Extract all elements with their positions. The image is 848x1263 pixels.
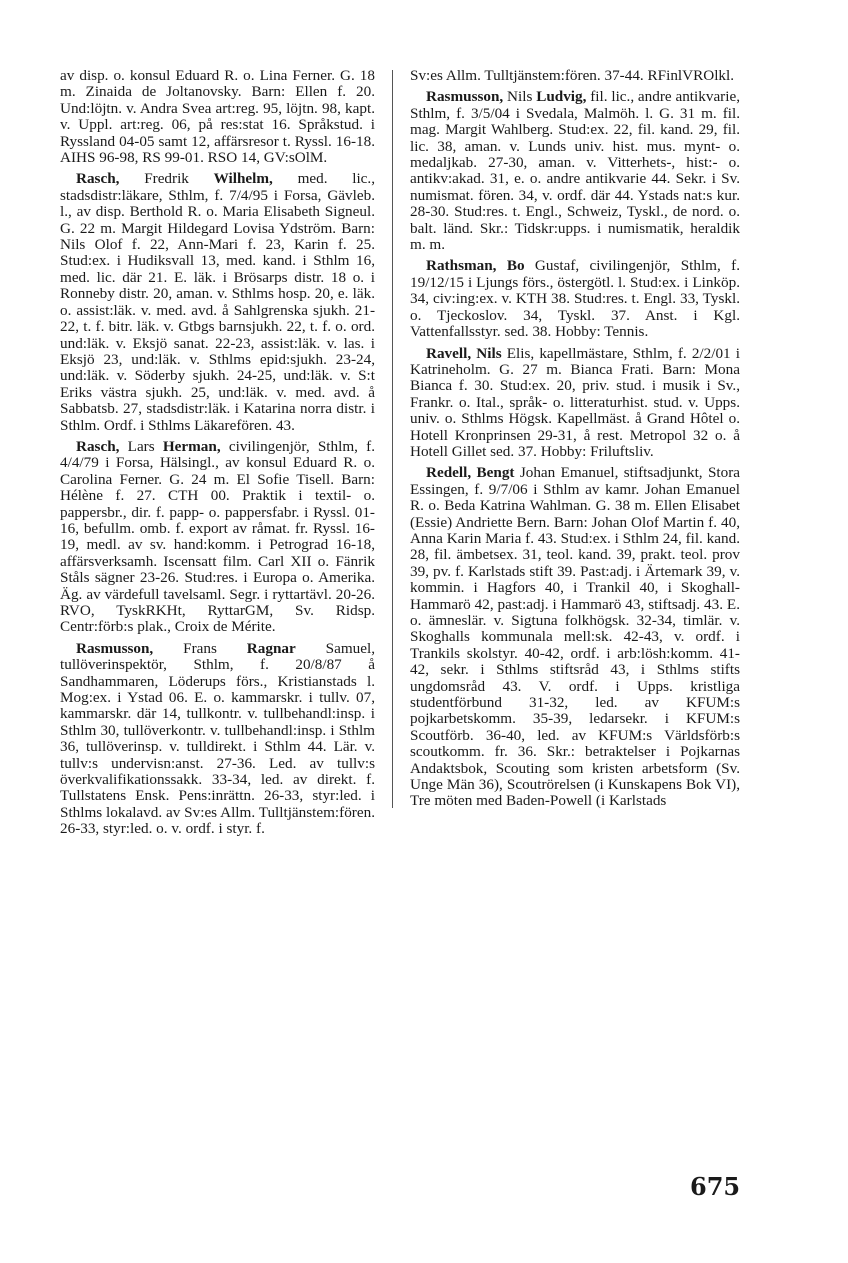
entry-body: Samuel, tullöverinspektör, Sthlm, f. 20/8/87 å Sandhammaren, Löderups förs., Kristianstads l. Mog:ex. i Ystad 06. E. o. kammarskr. i tullv. 07, kammarskr. där 14, tullkontr. v. tullbehandl:insp. i Sthlm 30, tullöverkontr. v. tullbehandl:insp. i Sthlm 36, tullöverinsp. v. tulldirekt. i Sthlm 44. Lär. v. tullv:s undervisn:anst. 27-36. Led. av tullv:s överkvalifikationssakk. 33-34, led. av direkt. f. Tullstatens Ensk. Pens:inrättn. 26-33, styr:led. i Sthlms lokalavd. av Sv:es Allm. Tulltjänstem:fören. 26-33, styr:led. o. v. ordf. i styr. f. bbox=[60, 639, 375, 838]
entry bbox=[60, 68, 375, 166]
entry-body: Gustaf, civilingenjör, Sthlm, f. 19/12/15 i Ljungs förs., östergötl. l. Stud:ex. i Linköp. 34, civ:ing:ex. v. KTH 38. Stud:res. t. Engl. 33, Tyskl. o. Tjeckoslov. 34, Tyskl. 37. Anst. i Kgl. Vattenfallsstyr. sed. 38. Hobby: Tennis. bbox=[410, 257, 741, 341]
left-column bbox=[60, 68, 375, 843]
entry-body: Elis, kapellmästare, Sthlm, f. 2/2/01 i Katrineholm. G. 27 m. Bianca Frati. Barn: Mona Bianca f. 30. Stud:ex. 20, priv. stud. i musik i Sv., Frankr. o. Ital., språk- o. litteraturhist. stud. v. Upps. univ. o. Sthlms Högsk. Kapellmäst. å Grand Hôtel o. Hotell Kronprinsen 29-31, å rest. Metropol 32 o. å Hotell Gillet sed. 37. Hobby: Friluftsliv. bbox=[410, 344, 741, 460]
entry-surname: Ravell, bbox=[426, 344, 472, 362]
entry bbox=[60, 641, 375, 838]
entry bbox=[410, 346, 740, 461]
entry-body: Johan Emanuel, stiftsadjunkt, Stora Essingen, f. 9/7/06 i Sthlm av kamr. Johan Emanuel R. o. Beda Katrina Wahlman. G. 38 m. Ellen Elisabet (Essie) Andriette Bern. Barn: Johan Olof Martin f. 40, Anna Karin Maria f. 43. Stud:ex. i Sthlm 24, fil. kand. 28, fil. ämbetsex. 31, teol. kand. 39, prakt. teol. prov 39, pv. f. Karlstads stift 39. Past:adj. i Ärtemark 39, v. kommin. i Hagfors 40, i Trankil 40, i Skoghall-Hammarö 42, past:adj. i Hammarö 43, stiftsadj. 43. E. o. ämneslär. v. Sigtuna folkhögsk. 32-34, timlär. v. Skoghalls kommunala mell:sk. 42-43, v. ordf. i Trankils skolstyr. 40-42, ordf. i arb:lösh:komm. 41-42, sekr. i Sthlms stiftsråd 43, i Sthlms stifts ungdomsråd 43. V. ordf. i Upps. kristliga studentförbund 31-32, led. av KFUM:s pojkarbetskomm. 35-39, ledarsekr. i KFUM:s Scoutförb. 36-40, led. av KFUM:s Världsförb:s scoutkomm. fr. 36. Skr.: betraktelser i Pojkarnas Andaktsbok, Scouting som kristen arbetsform (Sv. Unge Män 36), Scoutrörelsen (i Kunskapens Bok VI), Tre möten med Baden-Powell (i Karlstads bbox=[410, 464, 741, 810]
entry-given-bold: Wilhelm, bbox=[213, 170, 273, 188]
entry-surname: Redell, bbox=[426, 464, 472, 482]
entry-given-bold: Bo bbox=[506, 257, 525, 275]
entry-surname: Rasmusson, bbox=[426, 88, 504, 106]
entry-given-bold: Bengt bbox=[476, 464, 515, 482]
entry-body: med. lic., stadsdistr:läkare, Sthlm, f. 7/4/95 i Forsa, Gävleb. l., av disp. Berthold R. o. Maria Elisabeth Signeul. G. 22 m. Margit Hildegard Lovisa Ydström. Barn: Nils Olof f. 22, Ann-Mari f. 23, Karin f. 25. Stud:ex. i Hudiksvall 13, med. kand. i Sthlm 16, med. lic. där 21. E. läk. i Brösarps distr. 18 o. i Ronneby distr. 20, aman. v. Sthlms hosp. 20, e. läk. o. assist:läk. v. med. avd. å Sahlgrenska sjukh. 21-22, t. f. bitr. läk. v. Gtbgs barnsjukh. 22, t. f. o. ord. und:läk. v. Eksjö sanat. 22-23, assist:läk. v. las. i Eksjö 23, und:läk. v. Sthlms epid:sjukh. 23-24, und:läk. v. Söderby sjukh. 24-25, und:läk. v. S:t Eriks västra sjukh. 25, und:läk. v. med. avd. å Sabbatsb. 27, stadsdistr:läk. i Katarina norra distr. i Sthlm. Ordf. i Sthlms Läkarefören. 43. bbox=[60, 170, 375, 434]
column-divider bbox=[392, 70, 393, 808]
entry-body: Sv:es Allm. Tulltjänstem:fören. 37-44. RFinlVROlkl. bbox=[410, 67, 735, 84]
entry bbox=[410, 68, 740, 84]
entry bbox=[60, 439, 375, 636]
entry bbox=[410, 258, 740, 340]
entry-given: Fredrik bbox=[119, 170, 214, 188]
entry-surname: Rathsman, bbox=[426, 257, 497, 275]
entry-given-bold: Herman, bbox=[162, 437, 221, 455]
entry-surname: Rasch, bbox=[76, 170, 120, 188]
entry-given-bold: Nils bbox=[476, 344, 502, 362]
right-column bbox=[410, 68, 740, 815]
entry-body: fil. lic., andre antikvarie, Sthlm, f. 3/5/04 i Svedala, Malmöh. l. G. 31 m. fil. mag. Margit Wahlberg. Stud:ex. 22, fil. kand. 29, fil. lic. 38, aman. v. Lunds univ. hist. mus. mynt- o. medaljkab. 27-30, aman. v. Vitterhets-, hist:- o. antikv:akad. 31, e. o. andre antikvarie 44. Sekr. i Sv. numismat. fören. 34, v. ordf. där 44. Ystads nat:s kur. 28-30. Stud:res. t. Engl., Schweiz, Tyskl., de nord. o. balt. länd. Skr.: Tidskr:upps. i numismatik, heraldik m. m. bbox=[410, 88, 740, 254]
page-number: 675 bbox=[690, 1172, 741, 1201]
entry bbox=[60, 171, 375, 434]
entry-body: civilingenjör, Sthlm, f. 4/4/79 i Forsa, Hälsingl., av konsul Eduard R. o. Carolina Ferner. G. 24 m. El Sofie Tisell. Barn: Hélène f. 27. CTH 00. Praktik i textil- o. pappersbr., dir. f. papp- o. pappersfabr. i Ryssl. 01-16, befullm. omb. f. export av råmat. fr. Ryssl. 16-19, medl. av sv. hand:komm. i Petrograd 16-18, affärsverksamh. Iscensatt film. Carl XII o. Fänrik Ståls sägner 23-26. Stud:res. i Europa o. Amerika. Äg. av värdefull tavelsaml. Segr. i ryttartävl. 20-26. RVO, TyskRKHt, RyttarGM, Sv. Ridsp. Centr:förb:s plak., Croix de Mérite. bbox=[60, 437, 375, 636]
entry-given: Lars bbox=[119, 437, 163, 455]
entry-body: av disp. o. konsul Eduard R. o. Lina Ferner. G. 18 m. Zinaida de Joltanovsky. Barn: Ellen f. 20. Und:löjtn. v. Andra Svea art:reg. 95, löjtn. 98, kapt. v. Uppl. art:reg. 06, på res:stat 16. Språkstud. i Ryssland 04-05 samt 12, affärsresor t. Ryssl. 16-18. AIHS 96-98, RS 99-01. RSO 14, GV:sOlM. bbox=[60, 67, 375, 167]
entry-surname: Rasch, bbox=[76, 437, 120, 455]
entry bbox=[410, 89, 740, 253]
entry bbox=[410, 465, 740, 810]
entry-given bbox=[496, 257, 506, 274]
entry-surname: Rasmusson, bbox=[76, 639, 154, 657]
entry-given-bold: Ludvig, bbox=[536, 88, 587, 106]
entry-given-bold: Ragnar bbox=[246, 639, 296, 657]
entry-given: Nils bbox=[503, 88, 537, 106]
entry-given: Frans bbox=[153, 639, 247, 657]
